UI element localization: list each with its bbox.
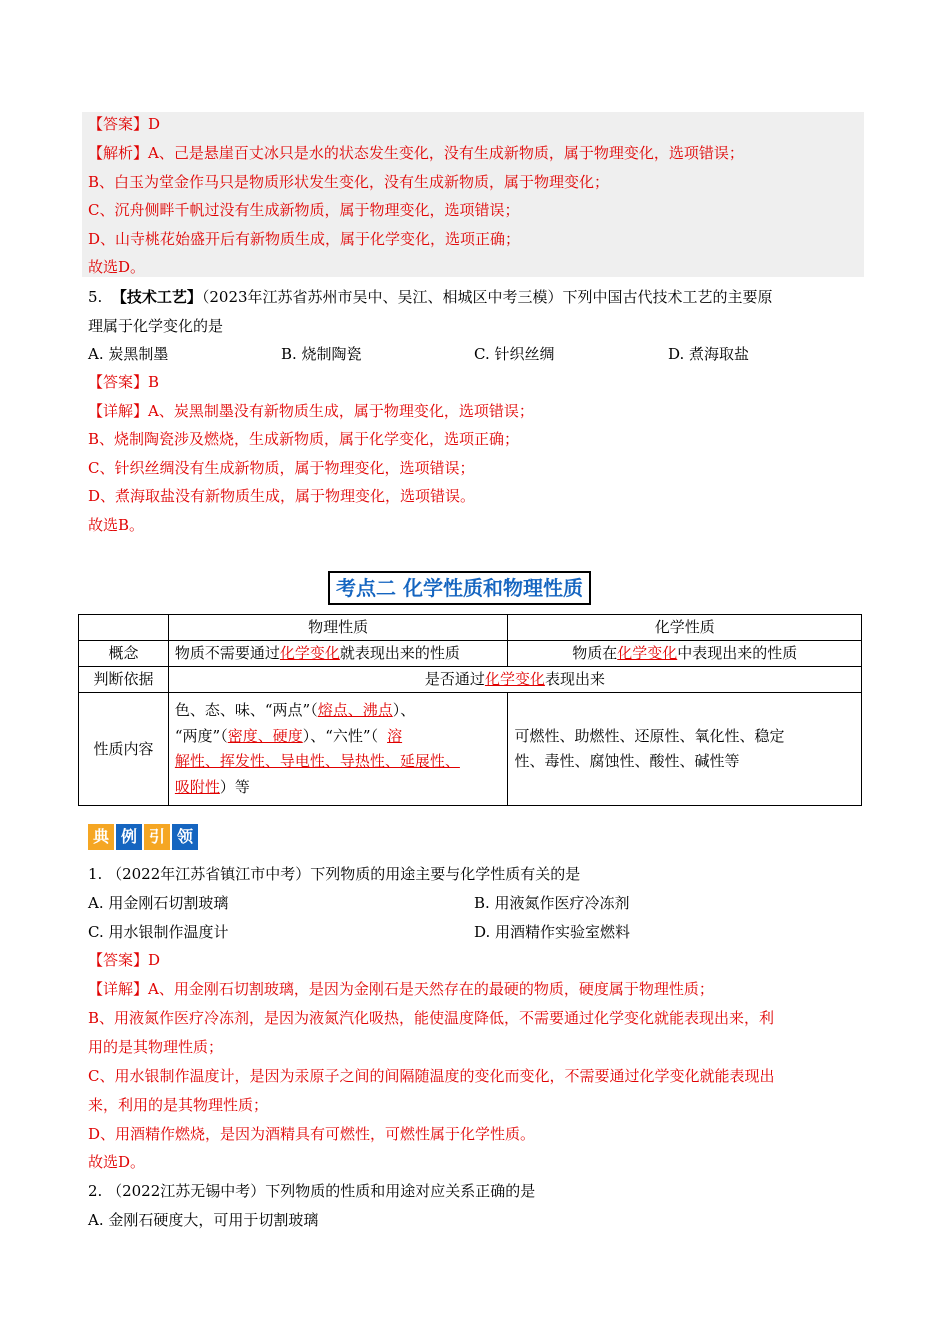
ex1-answer bbox=[88, 950, 160, 970]
ex1-option-c: C. 用水银制作温度计 bbox=[88, 923, 229, 941]
properties-table bbox=[78, 614, 862, 806]
detail-text: A、炭黑制墨没有新物质生成，属于物理变化，选项错误； bbox=[148, 402, 534, 420]
q5-line: 故选B。 bbox=[88, 516, 145, 534]
keyword: 化学变化 bbox=[617, 644, 678, 662]
badge-dian: 典 bbox=[88, 824, 114, 850]
concept-chemical bbox=[508, 641, 862, 667]
question-number: 5. bbox=[88, 288, 103, 306]
text: 色、态、味、“两点”（ bbox=[174, 701, 318, 719]
ex1-option-a: A. 用金刚石切割玻璃 bbox=[88, 894, 229, 912]
answer-value: D bbox=[148, 951, 161, 969]
concept-physical bbox=[168, 641, 508, 667]
text: ）、“六性”（ bbox=[302, 726, 379, 745]
row-label-content: 性质内容 bbox=[79, 693, 169, 806]
keyword: 化学变化 bbox=[484, 670, 545, 688]
q5-line: B、烧制陶瓷涉及燃烧，生成新物质，属于化学变化，选项正确； bbox=[88, 430, 520, 448]
block1-line: C、沉舟侧畔千帆过没有生成新物质，属于物理变化，选项错误； bbox=[88, 201, 520, 219]
badge-ling: 领 bbox=[172, 824, 198, 850]
ex2-option-a: A. 金刚石硬度大，可用于切割玻璃 bbox=[88, 1211, 319, 1229]
text: 就表现出来的性质 bbox=[339, 644, 460, 662]
analysis-label: 【解析】 bbox=[88, 144, 149, 162]
question-tag: 【技术工艺】 bbox=[111, 288, 202, 306]
content-chemical bbox=[508, 693, 862, 806]
detail-label: 【详解】 bbox=[88, 980, 149, 998]
text: ）、 bbox=[392, 701, 416, 719]
table-row bbox=[79, 641, 862, 667]
q5-line: C、针织丝绸没有生成新物质，属于物理变化，选项错误； bbox=[88, 459, 475, 477]
block1-line: 故选D。 bbox=[88, 258, 146, 276]
text: 表现出来 bbox=[544, 670, 605, 688]
keyword: 吸附性 bbox=[174, 777, 220, 796]
text: 中表现出来的性质 bbox=[677, 644, 798, 662]
table-row bbox=[79, 667, 862, 693]
answer-value: D bbox=[148, 115, 161, 133]
answer-value: B bbox=[148, 373, 160, 391]
header-physical: 物理性质 bbox=[168, 615, 508, 641]
block1-answer bbox=[88, 114, 160, 134]
detail-text: A、用金刚石切割玻璃，是因为金刚石是天然存在的最硬的物质，硬度属于物理性质； bbox=[148, 980, 714, 998]
ex1-line: 用的是其物理性质； bbox=[88, 1038, 224, 1056]
answer-label: 【答案】 bbox=[88, 951, 149, 969]
q5-line: D、煮海取盐没有新物质生成，属于物理变化，选项错误。 bbox=[88, 487, 476, 505]
keyword: 化学变化 bbox=[279, 644, 340, 662]
content-physical bbox=[168, 693, 508, 806]
keyword: 解性、挥发性、导电性、导热性、延展性、 bbox=[174, 752, 460, 770]
block1-analysis-line bbox=[88, 143, 744, 163]
q5-stem bbox=[88, 287, 773, 307]
keyword: 熔点、沸点 bbox=[317, 701, 393, 719]
text: 是否通过 bbox=[424, 670, 485, 688]
ex1-option-d: D. 用酒精作实验室燃料 bbox=[474, 923, 631, 941]
ex1-detail-line bbox=[88, 979, 714, 999]
q5-detail-line bbox=[88, 401, 534, 421]
row-label-concept: 概念 bbox=[79, 641, 169, 667]
q5-option-b: B. 烧制陶瓷 bbox=[281, 345, 362, 363]
ex1-stem: 1. （2022年江苏省镇江市中考）下列物质的用途主要与化学性质有关的是 bbox=[88, 865, 581, 883]
ex1-option-b: B. 用液氮作医疗冷冻剂 bbox=[474, 894, 630, 912]
text: “两度”（ bbox=[174, 726, 228, 745]
text: 物质在 bbox=[572, 644, 618, 662]
ex1-line: C、用水银制作温度计，是因为汞原子之间的间隔随温度的变化而变化，不需要通过化学变化就能表现出 bbox=[88, 1067, 775, 1085]
text: 物质不需要通过 bbox=[174, 644, 280, 662]
q5-option-c: C. 针织丝绸 bbox=[474, 345, 555, 363]
block1-line: D、山寺桃花始盛开后有新物质生成，属于化学变化，选项正确； bbox=[88, 230, 521, 248]
answer-label: 【答案】 bbox=[88, 115, 149, 133]
text: ）等 bbox=[219, 777, 250, 796]
row-label-basis: 判断依据 bbox=[79, 667, 169, 693]
ex1-line: 来，利用的是其物理性质； bbox=[88, 1096, 269, 1114]
header-chemical: 化学性质 bbox=[508, 615, 862, 641]
analysis-text: A、己是悬崖百丈冰只是水的状态发生变化，没有生成新物质，属于物理变化，选项错误； bbox=[148, 144, 744, 162]
q5-option-d: D. 煮海取盐 bbox=[668, 345, 750, 363]
text: 可燃性、助燃性、还原性、氧化性、稳定 bbox=[514, 726, 785, 745]
basis-cell bbox=[168, 667, 861, 693]
keyword: 密度、硬度 bbox=[227, 726, 303, 745]
question-stem: （2023年江苏省苏州市吴中、吴江、相城区中考三模）下列中国古代技术工艺的主要原 bbox=[201, 288, 773, 306]
table-row bbox=[79, 693, 862, 806]
ex1-line: D、用酒精作燃烧，是因为酒精具有可燃性，可燃性属于化学性质。 bbox=[88, 1125, 536, 1143]
keyword: 溶 bbox=[387, 726, 403, 745]
ex1-line: B、用液氮作医疗冷冻剂，是因为液氮汽化吸热，能使温度降低，不需要通过化学变化就能表现出来，利 bbox=[88, 1009, 775, 1027]
answer-box bbox=[82, 112, 864, 277]
q5-option-a: A. 炭黑制墨 bbox=[88, 345, 169, 363]
text: 性、毒性、腐蚀性、酸性、碱性等 bbox=[514, 752, 740, 770]
q5-stem-cont: 理属于化学变化的是 bbox=[88, 317, 224, 335]
answer-label: 【答案】 bbox=[88, 373, 149, 391]
ex1-line: 故选D。 bbox=[88, 1153, 146, 1171]
detail-label: 【详解】 bbox=[88, 402, 149, 420]
badge-yin: 引 bbox=[144, 824, 170, 850]
section-title: 考点二 化学性质和物理性质 bbox=[328, 571, 591, 605]
table-row bbox=[79, 615, 862, 641]
ex2-stem: 2. （2022江苏无锡中考）下列物质的性质和用途对应关系正确的是 bbox=[88, 1182, 536, 1200]
table-cell-empty bbox=[79, 615, 169, 641]
badge-li: 例 bbox=[116, 824, 142, 850]
block1-line: B、白玉为堂金作马只是物质形状发生变化，没有生成新物质，属于物理变化； bbox=[88, 173, 610, 191]
q5-answer bbox=[88, 372, 159, 392]
